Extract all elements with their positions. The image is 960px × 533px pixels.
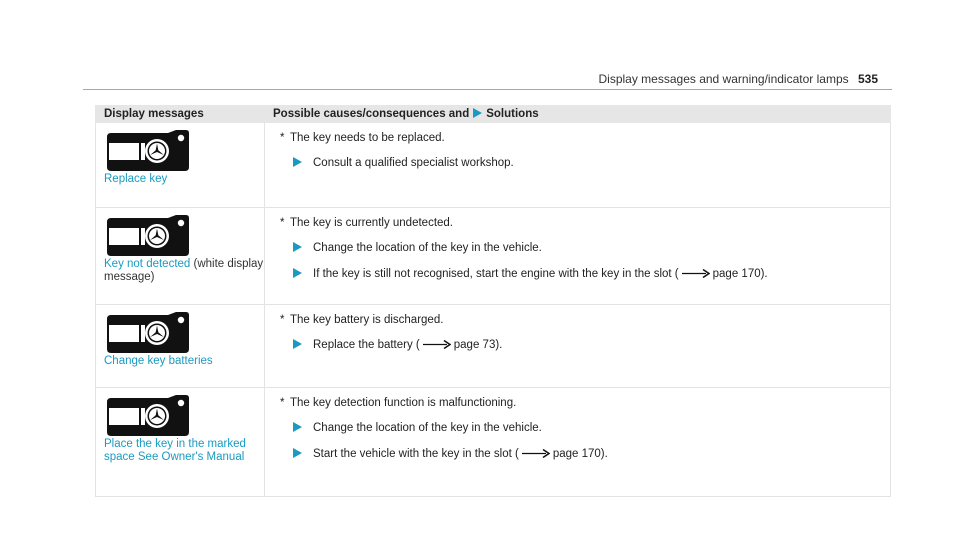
page-header [0,72,878,86]
display-message-text: Key not detected (white display message) [104,258,264,283]
solution-arrow-icon [293,242,302,252]
key-icon [104,129,190,173]
causes-cell [265,123,891,208]
key-icon [104,394,190,438]
solution-arrow-icon [293,448,302,458]
cross-reference-arrow-icon [522,449,550,458]
table-row [96,208,891,305]
column-header-solutions-label: Solutions [486,108,539,120]
cause-text: * The key is currently undetected. [280,217,453,229]
table-row [96,388,891,497]
cause-text: * The key detection function is malfunctioning. [280,397,517,409]
display-message-text: Place the key in the marked space See Owner's Manual [104,438,246,463]
solution-step: Consult a qualified specialist workshop. [280,156,890,170]
solution-arrow-icon [293,268,302,278]
header-rule [83,89,892,90]
solution-step: Change the location of the key in the vehicle. [280,241,890,255]
display-message-cell [96,305,265,388]
causes-cell [265,305,891,388]
display-message-text: Replace key [104,173,168,185]
column-header-display-messages: Display messages [96,106,265,123]
key-icon [104,214,190,258]
column-header-causes-label: Possible causes/consequences and [273,108,470,120]
solution-step: Start the vehicle with the key in the slot ( page 170). [280,447,890,461]
key-icon [104,311,190,355]
display-message-text: Change key batteries [104,355,213,367]
solution-step: Replace the battery ( page 73). [280,338,890,352]
page-reference-link[interactable]: page 170). [712,268,768,280]
display-message-note: (white display message) [104,258,264,283]
table-row [96,305,891,388]
table-header-row [96,106,891,123]
display-messages-table [95,105,891,497]
solution-step: If the key is still not recognised, start the engine with the key in the slot ( page 170). [280,267,890,281]
solution-arrow-icon [293,157,302,167]
header-title: Display messages and warning/indicator lamps [598,72,849,86]
causes-cell [265,208,891,305]
page-number: 535 [857,72,878,86]
column-header-causes [265,106,891,123]
solution-arrow-icon [293,339,302,349]
solution-arrow-icon [293,422,302,432]
cross-reference-arrow-icon [682,269,710,278]
display-message-cell [96,388,265,497]
cause-text: * The key needs to be replaced. [280,132,445,144]
causes-cell [265,388,891,497]
display-message-cell [96,208,265,305]
page-reference-link[interactable]: page 170). [552,448,608,460]
table-row [96,123,891,208]
solution-step: Change the location of the key in the vehicle. [280,421,890,435]
cross-reference-arrow-icon [423,340,451,349]
display-message-cell [96,123,265,208]
cause-text: * The key battery is discharged. [280,314,444,326]
page-reference-link[interactable]: page 73). [453,339,503,351]
solution-arrow-icon [473,108,482,118]
